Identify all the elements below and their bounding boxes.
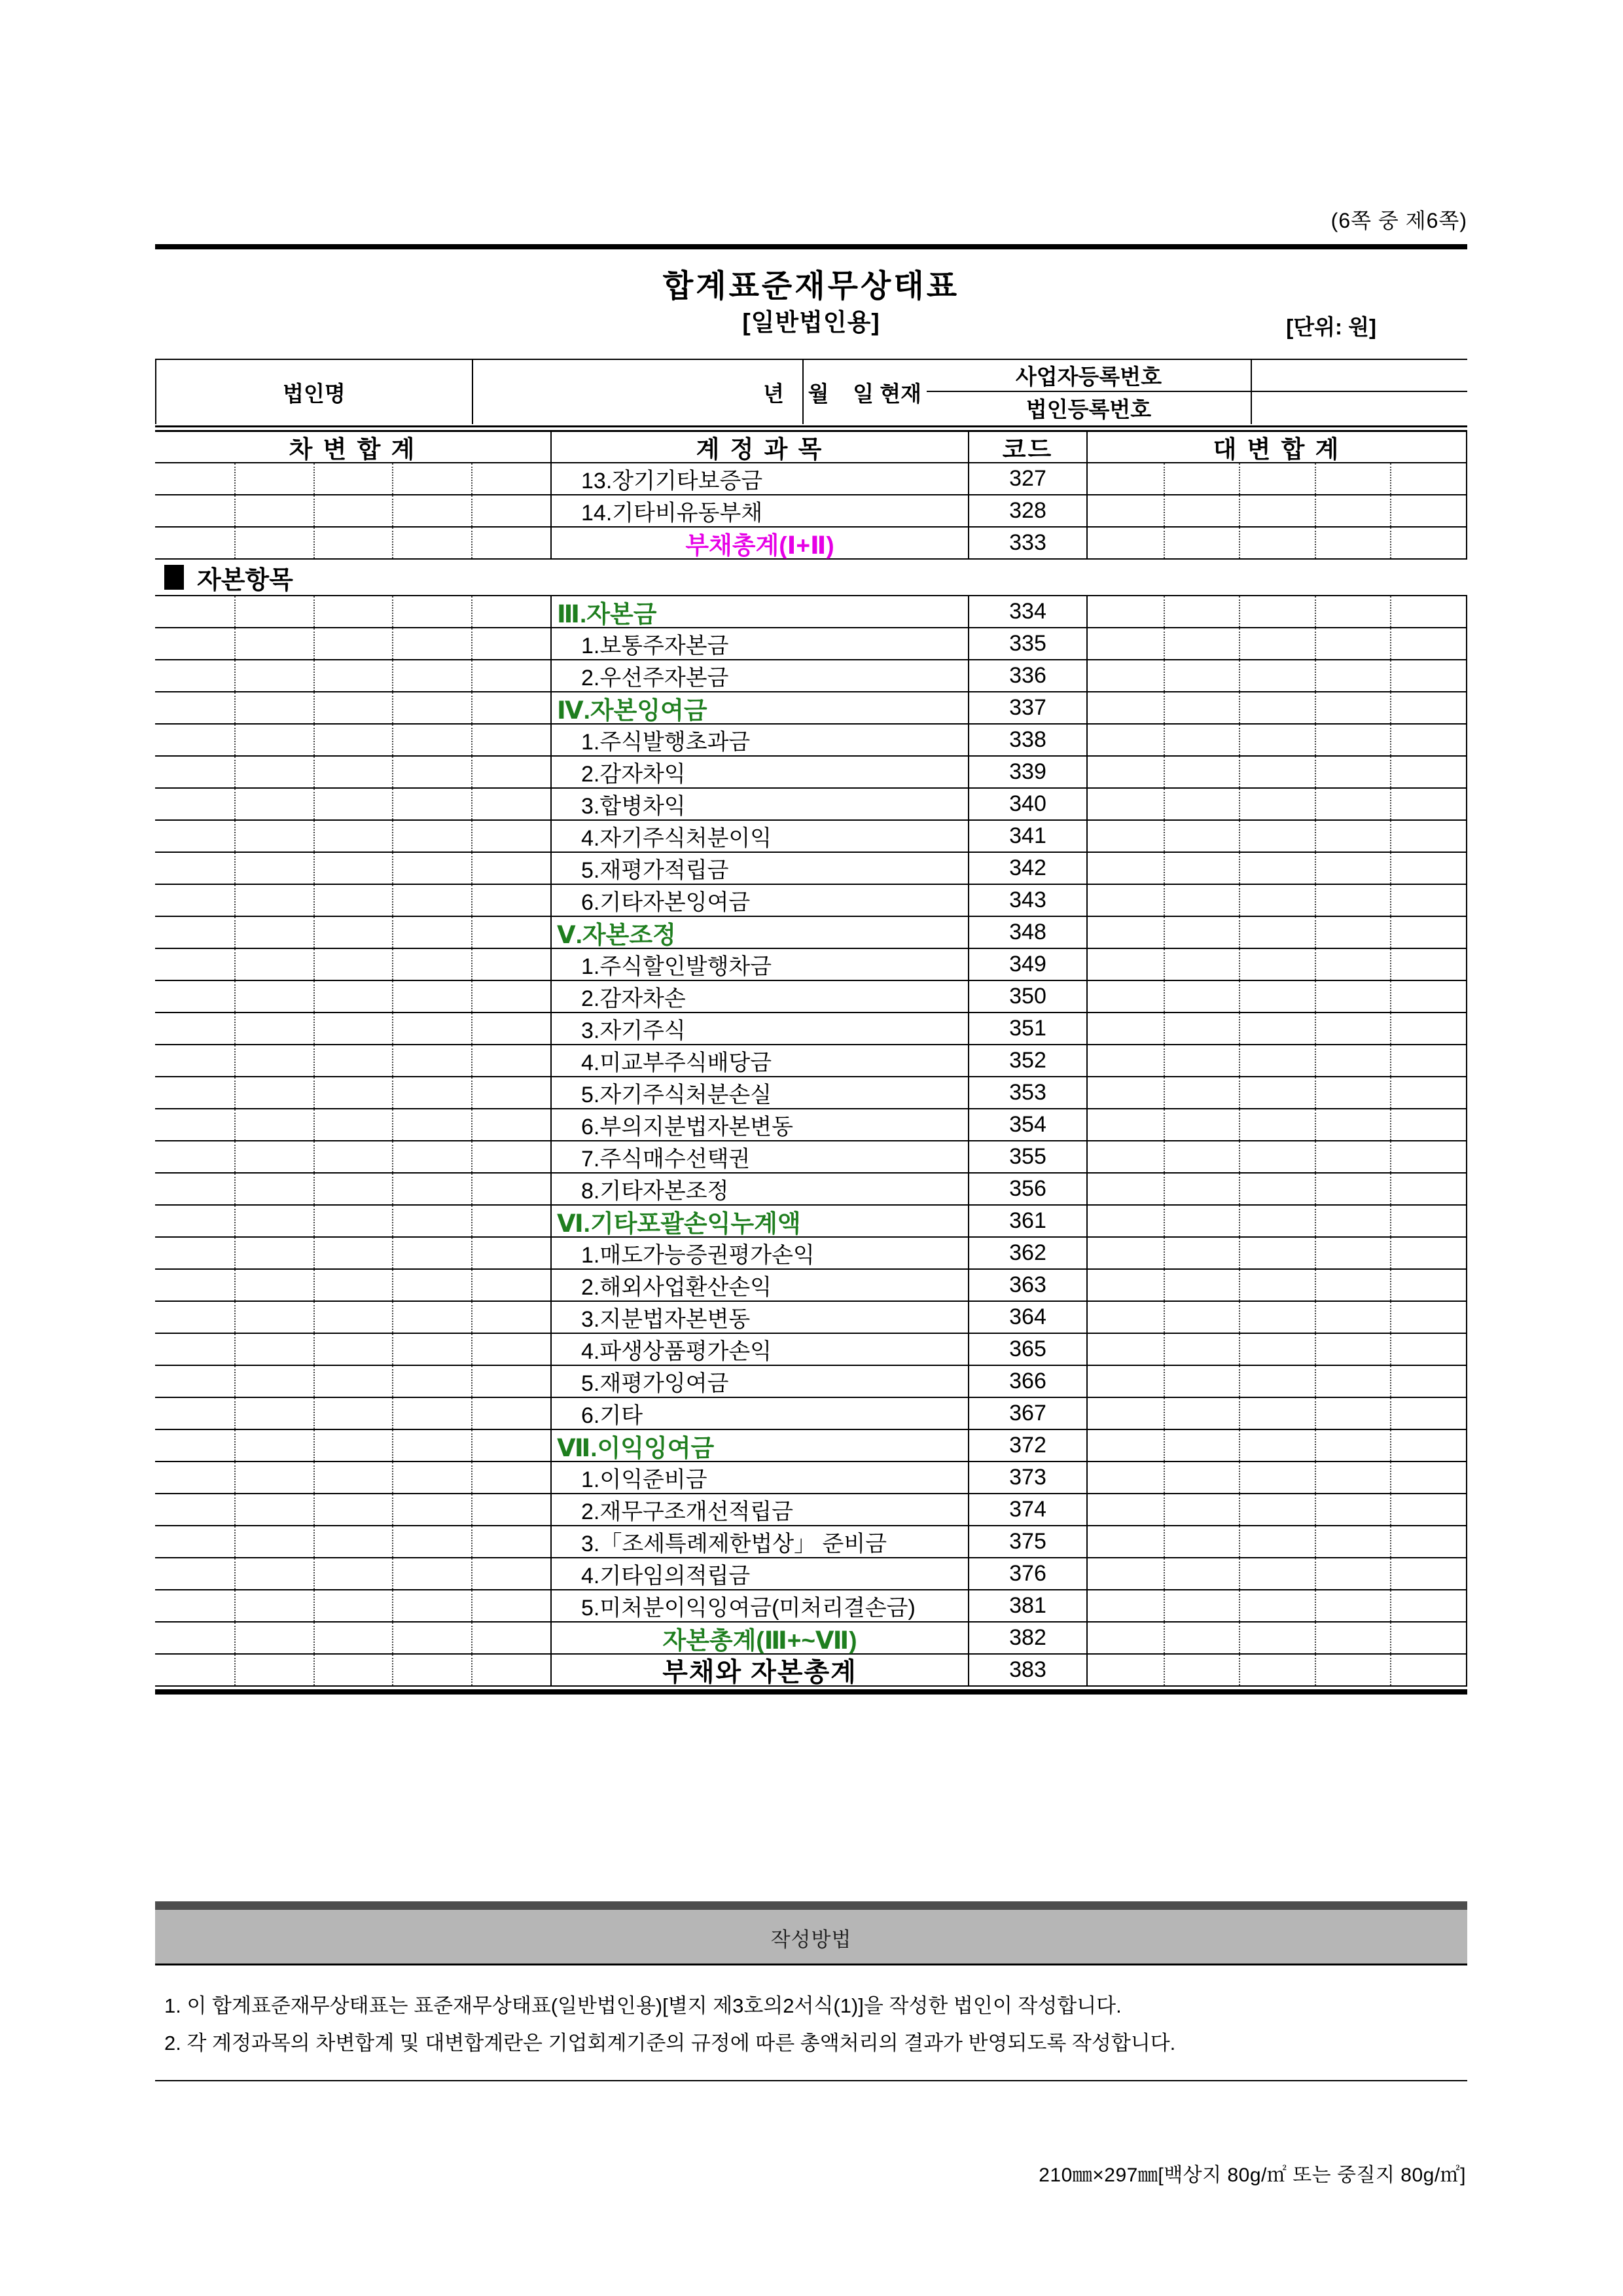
table-row: [155, 1430, 1467, 1462]
account-cell: 6.부의지분법자본변동: [550, 1109, 968, 1140]
credit-amount-cell: [1088, 917, 1467, 948]
corp-reg-no-field: [1251, 392, 1467, 424]
table-row: [155, 596, 1467, 628]
table-row: [155, 917, 1467, 949]
credit-amount-cell: [1088, 1109, 1467, 1140]
account-cell: 4.자기주식처분이익: [550, 821, 968, 852]
thin-rule: [155, 2080, 1467, 2081]
as-of-date-label: 년 월 일 현재: [802, 360, 927, 424]
business-reg-no-label: 사업자등록번호: [927, 360, 1251, 392]
code-cell: 366: [968, 1366, 1088, 1397]
account-cell: 5.미처분이익잉여금(미처리결손금): [550, 1590, 968, 1621]
paper-spec-footer: 210㎜×297㎜[백상지 80g/㎡ 또는 중질지 80g/㎡]: [1039, 2164, 1466, 2186]
code-cell: 343: [968, 885, 1088, 916]
top-rule: [155, 244, 1467, 249]
account-cell: 1.매도가능증권평가손익: [550, 1238, 968, 1268]
account-cell: Ⅲ.자본금: [550, 596, 968, 627]
debit-amount-cell: [155, 596, 550, 627]
debit-amount-cell: [155, 757, 550, 787]
table-row: [155, 1077, 1467, 1109]
table-row: [155, 1109, 1467, 1141]
code-cell: 334: [968, 596, 1088, 627]
form-content-area: [155, 0, 1467, 2296]
debit-amount-cell: [155, 660, 550, 691]
code-cell: 355: [968, 1141, 1088, 1172]
table-row: [155, 821, 1467, 853]
code-cell: 349: [968, 949, 1088, 980]
credit-amount-cell: [1088, 1462, 1467, 1493]
account-cell: Ⅶ.이익잉여금: [550, 1430, 968, 1461]
table-row: [155, 853, 1467, 885]
code-cell: 373: [968, 1462, 1088, 1493]
debit-amount-cell: [155, 1077, 550, 1108]
account-cell: 7.주식매수선택권: [550, 1141, 968, 1172]
credit-amount-cell: [1088, 1623, 1467, 1653]
credit-amount-cell: [1088, 1270, 1467, 1300]
credit-amount-cell: [1088, 981, 1467, 1012]
account-cell: Ⅵ.기타포괄손익누계액: [550, 1206, 968, 1236]
debit-amount-cell: [155, 1013, 550, 1044]
debit-amount-cell: [155, 1302, 550, 1333]
debit-amount-cell: [155, 1462, 550, 1493]
code-cell: 328: [968, 495, 1088, 526]
table-row: [155, 1462, 1467, 1494]
code-cell: 348: [968, 917, 1088, 948]
credit-amount-cell: [1088, 628, 1467, 659]
credit-amount-cell: [1088, 1238, 1467, 1268]
code-cell: 340: [968, 789, 1088, 819]
table-row: [155, 628, 1467, 660]
account-cell: 5.자기주식처분손실: [550, 1077, 968, 1108]
code-cell: 365: [968, 1334, 1088, 1365]
debit-amount-cell: [155, 1526, 550, 1557]
page-number-indicator: (6쪽 중 제6쪽): [1330, 209, 1467, 232]
credit-amount-cell: [1088, 1366, 1467, 1397]
account-cell: 3.지분법자본변동: [550, 1302, 968, 1333]
account-title-header: 계 정 과 목: [550, 432, 968, 462]
table-row: [155, 1558, 1467, 1590]
code-cell: 363: [968, 1270, 1088, 1300]
table-row: [155, 1366, 1467, 1398]
account-cell: 4.기타임의적립금: [550, 1558, 968, 1589]
table-row: [155, 949, 1467, 981]
table-row: [155, 885, 1467, 917]
company-info-box: [155, 359, 1467, 424]
account-cell: 3.「조세특례제한법상」 준비금: [550, 1526, 968, 1557]
business-reg-no-field: [1251, 360, 1467, 392]
debit-amount-cell: [155, 1398, 550, 1429]
credit-amount-cell: [1088, 885, 1467, 916]
debit-amount-cell: [155, 1623, 550, 1653]
code-cell: 351: [968, 1013, 1088, 1044]
account-cell: 2.우선주자본금: [550, 660, 968, 691]
debit-amount-cell: [155, 495, 550, 526]
table-row: [155, 1655, 1467, 1687]
debit-amount-cell: [155, 949, 550, 980]
credit-amount-cell: [1088, 495, 1467, 526]
unit-label: [단위: 원]: [1286, 315, 1376, 339]
code-cell: 362: [968, 1238, 1088, 1268]
table-row: [155, 1334, 1467, 1366]
account-cell: 3.자기주식: [550, 1013, 968, 1044]
account-cell: 1.이익준비금: [550, 1462, 968, 1493]
table-row: [155, 495, 1467, 528]
credit-amount-cell: [1088, 1655, 1467, 1685]
table-row: [155, 1206, 1467, 1238]
debit-amount-cell: [155, 528, 550, 558]
account-cell: 3.합병차익: [550, 789, 968, 819]
section-break-label: 자본항목: [197, 566, 293, 594]
table-row: [155, 1494, 1467, 1526]
debit-amount-cell: [155, 1366, 550, 1397]
corp-reg-no-label: 법인등록번호: [1026, 397, 1152, 422]
account-cell: 자본총계(Ⅲ+~Ⅶ): [550, 1623, 968, 1653]
balance-sheet-table: [155, 432, 1467, 1687]
debit-amount-cell: [155, 1174, 550, 1204]
debit-total-header: 차 변 합 계: [289, 436, 417, 463]
debit-amount-cell: [155, 1141, 550, 1172]
credit-amount-cell: [1088, 463, 1467, 494]
section-break-row: [155, 560, 1467, 596]
table-row: [155, 1141, 1467, 1174]
table-row: [155, 1526, 1467, 1558]
credit-amount-cell: [1088, 596, 1467, 627]
table-row: [155, 1013, 1467, 1045]
credit-amount-cell: [1088, 1526, 1467, 1557]
debit-amount-cell: [155, 1334, 550, 1365]
account-cell: 1.주식할인발행차금: [550, 949, 968, 980]
credit-amount-cell: [1088, 1430, 1467, 1461]
table-row: [155, 1302, 1467, 1334]
table-row: [155, 725, 1467, 757]
code-cell: 327: [968, 463, 1088, 494]
code-cell: 336: [968, 660, 1088, 691]
credit-amount-cell: [1088, 1494, 1467, 1525]
credit-amount-cell: [1088, 660, 1467, 691]
debit-amount-cell: [155, 1558, 550, 1589]
credit-amount-cell: [1088, 1174, 1467, 1204]
credit-amount-cell: [1088, 1398, 1467, 1429]
instructions-box: [155, 1901, 1467, 1965]
form-title: 합계표준재무상태표: [662, 269, 960, 304]
code-cell: 350: [968, 981, 1088, 1012]
table-row: [155, 692, 1467, 725]
debit-amount-cell: [155, 463, 550, 494]
code-cell: 339: [968, 757, 1088, 787]
debit-amount-cell: [155, 917, 550, 948]
credit-amount-cell: [1088, 692, 1467, 723]
debit-amount-cell: [155, 725, 550, 755]
table-row: [155, 789, 1467, 821]
code-cell: 337: [968, 692, 1088, 723]
debit-amount-cell: [155, 1109, 550, 1140]
credit-amount-cell: [1088, 725, 1467, 755]
account-cell: 1.주식발행초과금: [550, 725, 968, 755]
credit-amount-cell: [1088, 1558, 1467, 1589]
debit-amount-cell: [155, 981, 550, 1012]
credit-amount-cell: [1088, 1013, 1467, 1044]
table-row: [155, 981, 1467, 1013]
account-cell: 부채와 자본총계: [550, 1655, 968, 1685]
account-cell: 4.파생상품평가손익: [550, 1334, 968, 1365]
debit-amount-cell: [155, 1238, 550, 1268]
credit-amount-cell: [1088, 1077, 1467, 1108]
debit-amount-cell: [155, 692, 550, 723]
table-header-row: [155, 432, 1467, 463]
code-cell: 356: [968, 1174, 1088, 1204]
instruction-item: 2. 각 계정과목의 차변합계 및 대변합계란은 기업회계기준의 규정에 따른 총액처리의 결과가 반영되도록 작성합니다.: [164, 2032, 1176, 2054]
account-cell: 6.기타자본잉여금: [550, 885, 968, 916]
table-row: [155, 757, 1467, 789]
table-row: [155, 1238, 1467, 1270]
instructions-box-top-strip: [155, 1901, 1467, 1910]
code-cell: 338: [968, 725, 1088, 755]
code-cell: 364: [968, 1302, 1088, 1333]
table-row: [155, 463, 1467, 495]
corp-name-label: 법인명: [155, 360, 472, 424]
code-cell: 375: [968, 1526, 1088, 1557]
account-cell: 1.보통주자본금: [550, 628, 968, 659]
debit-amount-cell: [155, 853, 550, 884]
account-cell: 2.감자차익: [550, 757, 968, 787]
account-cell: Ⅴ.자본조정: [550, 917, 968, 948]
debit-amount-cell: [155, 628, 550, 659]
credit-amount-cell: [1088, 1045, 1467, 1076]
account-cell: 8.기타자본조정: [550, 1174, 968, 1204]
account-cell: 4.미교부주식배당금: [550, 1045, 968, 1076]
debit-amount-cell: [155, 1590, 550, 1621]
account-cell: Ⅳ.자본잉여금: [550, 692, 968, 723]
code-cell: 335: [968, 628, 1088, 659]
table-row: [155, 1174, 1467, 1206]
credit-amount-cell: [1088, 1590, 1467, 1621]
code-cell: 352: [968, 1045, 1088, 1076]
credit-amount-cell: [1088, 1206, 1467, 1236]
table-row: [155, 528, 1467, 560]
account-cell: 부채총계(Ⅰ+Ⅱ): [550, 528, 968, 558]
code-cell: 382: [968, 1623, 1088, 1653]
code-cell: 376: [968, 1558, 1088, 1589]
instruction-item: 1. 이 합계표준재무상태표는 표준재무상태표(일반법인용)[별지 제3호의2서식(1)]을 작성한 법인이 작성합니다.: [164, 1994, 1122, 2017]
credit-amount-cell: [1088, 757, 1467, 787]
code-cell: 342: [968, 853, 1088, 884]
account-cell: 2.감자차손: [550, 981, 968, 1012]
account-cell: 5.재평가잉여금: [550, 1366, 968, 1397]
credit-amount-cell: [1088, 1334, 1467, 1365]
account-cell: 13.장기기타보증금: [550, 463, 968, 494]
form-subtitle: [일반법인용]: [742, 309, 880, 336]
code-cell: 374: [968, 1494, 1088, 1525]
credit-amount-cell: [1088, 1302, 1467, 1333]
account-cell: 14.기타비유동부채: [550, 495, 968, 526]
debit-amount-cell: [155, 885, 550, 916]
credit-amount-cell: [1088, 1141, 1467, 1172]
debit-amount-cell: [155, 1206, 550, 1236]
account-cell: 2.재무구조개선적립금: [550, 1494, 968, 1525]
account-cell: 2.해외사업환산손익: [550, 1270, 968, 1300]
code-cell: 367: [968, 1398, 1088, 1429]
debit-amount-cell: [155, 1430, 550, 1461]
corp-name-field: [472, 360, 802, 424]
debit-amount-cell: [155, 789, 550, 819]
account-cell: 5.재평가적립금: [550, 853, 968, 884]
debit-amount-cell: [155, 1494, 550, 1525]
table-row: [155, 1623, 1467, 1655]
code-cell: 354: [968, 1109, 1088, 1140]
credit-amount-cell: [1088, 949, 1467, 980]
account-cell: 6.기타: [550, 1398, 968, 1429]
table-row: [155, 1590, 1467, 1623]
credit-amount-cell: [1088, 853, 1467, 884]
debit-amount-cell: [155, 1045, 550, 1076]
instruction-list: [164, 1987, 1467, 2062]
bottom-rule: [155, 1689, 1467, 1695]
credit-amount-cell: [1088, 789, 1467, 819]
code-cell: 333: [968, 528, 1088, 558]
debit-amount-cell: [155, 1655, 550, 1685]
credit-amount-cell: [1088, 528, 1467, 558]
code-cell: 353: [968, 1077, 1088, 1108]
code-cell: 341: [968, 821, 1088, 852]
code-cell: 361: [968, 1206, 1088, 1236]
credit-total-header: 대 변 합 계: [1088, 432, 1467, 462]
account-table-body: [155, 463, 1467, 1687]
table-row: [155, 660, 1467, 692]
code-header: 코드: [968, 432, 1088, 462]
instructions-box-title: 작성방법: [770, 1928, 852, 1951]
code-cell: 372: [968, 1430, 1088, 1461]
code-cell: 383: [968, 1655, 1088, 1685]
table-row: [155, 1045, 1467, 1077]
debit-amount-cell: [155, 1270, 550, 1300]
debit-amount-cell: [155, 821, 550, 852]
black-square-icon: [164, 565, 184, 590]
code-cell: 381: [968, 1590, 1088, 1621]
table-row: [155, 1270, 1467, 1302]
table-row: [155, 1398, 1467, 1430]
credit-amount-cell: [1088, 821, 1467, 852]
